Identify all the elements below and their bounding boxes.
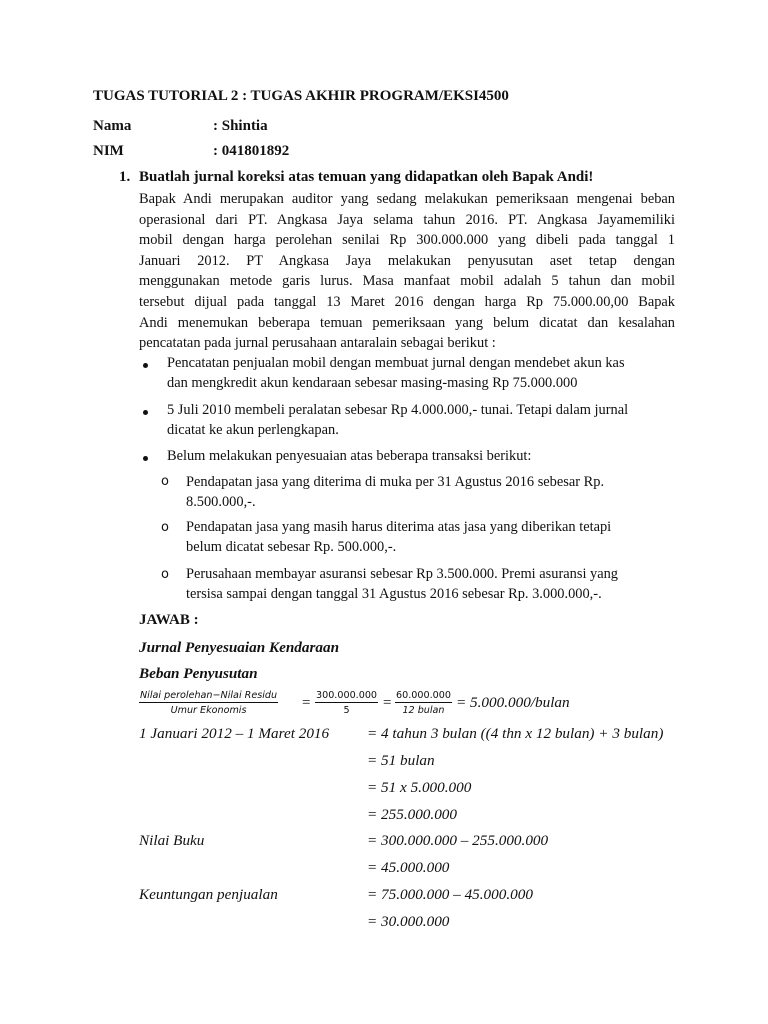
formula-fraction xyxy=(315,690,378,716)
answer-heading: JAWAB : xyxy=(139,612,199,628)
sub-bullet-2-line2: belum dicatat sebesar Rp. 500.000,-. xyxy=(186,539,397,555)
fraction-denominator: Umur Ekonomis xyxy=(170,705,247,716)
paragraph-line: mobil dengan harga perolehan senilai Rp 300.000.000 yang dibeli pada tanggal 1 xyxy=(139,232,675,249)
calc-value: = 255.000.000 xyxy=(367,806,457,823)
bullet-dot-icon xyxy=(143,456,148,461)
calc-value: = 300.000.000 – 255.000.000 xyxy=(367,832,549,849)
name-label: Nama xyxy=(93,118,132,134)
question-number: 1. xyxy=(119,169,131,185)
sub-bullet-3-line1: Perusahaan membayar asuransi sebesar Rp 3.500.000. Premi asuransi yang xyxy=(186,566,619,582)
document-title: TUGAS TUTORIAL 2 : TUGAS AKHIR PROGRAM/EKSI4500 xyxy=(93,88,509,104)
bullet-item-1-line2: dan mengkredit akun kendaraan sebesar masing-masing Rp 75.000.000 xyxy=(167,375,578,391)
formula-result: = 5.000.000/bulan xyxy=(456,694,570,711)
paragraph-line: Bapak Andi merupakan auditor yang sedang melakukan pemeriksaan mengenai beban xyxy=(139,191,675,207)
calc-value: = 51 bulan xyxy=(367,752,435,769)
paragraph-line: tersebut dijual pada tanggal 13 Maret 2016 dengan harga Rp 75.000.00,00 Bapak xyxy=(139,293,675,310)
name-value: : Shintia xyxy=(213,118,268,134)
calc-label-gain: Keuntungan penjualan xyxy=(139,886,278,903)
paragraph-line: pencatatan pada jurnal perusahaan antaralain sebagai berikut : xyxy=(139,335,496,352)
formula-fraction xyxy=(139,690,278,716)
paragraph-line: Andi menemukan beberapa temuan pemeriksaan yang belum dicatat dan kesalahan xyxy=(139,314,675,331)
fraction-numerator: 300.000.000 xyxy=(316,690,378,701)
nim-label: NIM xyxy=(93,143,124,159)
calc-value: = 45.000.000 xyxy=(367,859,450,876)
sub-bullet-circle-icon: o xyxy=(161,474,169,489)
equals-sign: = xyxy=(302,695,311,711)
sub-bullet-circle-icon: o xyxy=(161,520,169,535)
calc-label-book-value: Nilai Buku xyxy=(139,832,205,849)
answer-subheading: Jurnal Penyesuaian Kendaraan xyxy=(139,639,340,656)
sub-bullet-1-line1: Pendapatan jasa yang diterima di muka per 31 Agustus 2016 sebesar Rp. xyxy=(186,474,605,490)
sub-bullet-2-line1: Pendapatan jasa yang masih harus diterima atas jasa yang diberikan tetapi xyxy=(186,519,612,535)
calc-value: = 4 tahun 3 bulan ((4 thn x 12 bulan) + 3 bulan) xyxy=(367,725,664,742)
fraction-numerator: 60.000.000 xyxy=(396,690,451,701)
bullet-dot-icon xyxy=(143,410,148,415)
bullet-item-3: Belum melakukan penyesuaian atas beberapa transaksi berikut: xyxy=(167,448,532,464)
equals-sign: = xyxy=(383,695,392,711)
calc-value: = 51 x 5.000.000 xyxy=(367,779,472,796)
fraction-denominator: 12 bulan xyxy=(402,705,445,716)
paragraph-line: operasional dari PT. Angkasa Jaya selama tahun 2016. PT. Angkasa Jayamemiliki xyxy=(139,211,675,228)
fraction-numerator: Nilai perolehan−Nilai Residu xyxy=(140,690,278,701)
calc-value: = 30.000.000 xyxy=(367,913,450,930)
calc-label-period: 1 Januari 2012 – 1 Maret 2016 xyxy=(139,725,330,742)
sub-bullet-circle-icon: o xyxy=(161,567,169,582)
paragraph-line: menggunakan metode garis lurus. Masa manfaat mobil adalah 5 tahun dan mobil xyxy=(139,273,675,290)
nim-value: : 041801892 xyxy=(213,143,290,159)
fraction-denominator: 5 xyxy=(343,705,350,716)
bullet-dot-icon xyxy=(143,363,148,368)
bullet-item-2-line1: 5 Juli 2010 membeli peralatan sebesar Rp 4.000.000,- tunai. Tetapi dalam jurnal xyxy=(167,402,629,418)
formula-fraction xyxy=(395,690,452,716)
bullet-item-1-line1: Pencatatan penjualan mobil dengan membuat jurnal dengan mendebet akun kas xyxy=(167,355,625,371)
calc-value: = 75.000.000 – 45.000.000 xyxy=(367,886,533,903)
sub-bullet-3-line2: tersisa sampai dengan tanggal 31 Agustus 2016 sebesar Rp. 3.000.000,-. xyxy=(186,586,602,602)
sub-bullet-1-line2: 8.500.000,-. xyxy=(186,494,256,510)
paragraph-line: Januari 2012. PT Angkasa Jaya melakukan penyusutan aset tetap dengan xyxy=(139,252,675,269)
section-title: Beban Penyusutan xyxy=(139,665,258,682)
bullet-item-2-line2: dicatat ke akun perlengkapan. xyxy=(167,422,339,438)
question-text: Buatlah jurnal koreksi atas temuan yang didapatkan oleh Bapak Andi! xyxy=(139,169,594,185)
case-paragraph xyxy=(139,189,675,354)
